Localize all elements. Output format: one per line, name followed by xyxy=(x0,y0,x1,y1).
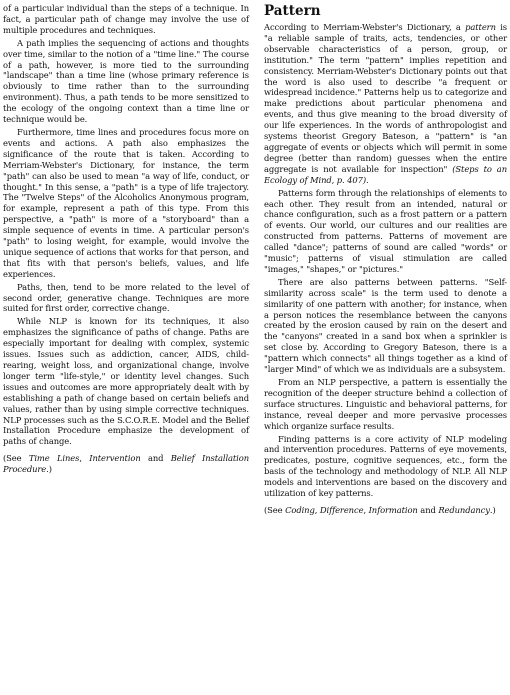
see-also-suffix: .) xyxy=(489,504,496,515)
see-also-separator: , xyxy=(314,504,320,515)
body-paragraph: Paths, then, tend to be more related to the level of second order, generative change. Techniques are more suited for first order, corrective change. xyxy=(3,281,249,314)
body-paragraph: There are also patterns between patterns. "Self-similarity across scale" is the term used to denote a similarity of one pattern with another; for instance, when a person notices the resemblance between the canyons created by the erosion caused by rain on the desert and the "canyons" created in a sand box when a sprinkler is set close by. According to Gregory Bateson, there is a "pattern which connects" all things together as a kind of "larger Mind" of which we as individuals are a subsystem. xyxy=(264,276,507,375)
body-paragraph: A path implies the sequencing of actions and thoughts over time, similar to the notion of a "time line." The course of a path, however, is more tied to the surrounding "landscape" than a time line (whose primary reference is obviously to time rather than to the surrounding environment). Thus, a path tends to be more sensitized to the ecology of the ongoing context than a time line or technique would be. xyxy=(3,37,249,125)
citation: (Steps to an Ecology of Mind, p. 407) xyxy=(264,163,507,185)
see-also-separator: and xyxy=(417,504,439,515)
cross-reference: Coding xyxy=(285,504,315,515)
paragraph-text: is "a reliable sample of traits, acts, tendencies, or other observable characteristics of a person, group, or institution." The term "pattern" implies repetition and consistency. Merriam-Webster's Dictionary points out that the word is also used to describe "a frequent or widespread incidence." Patterns help us to categorize and make predictions about particular phenomena and events, and thus give meaning to the broad diversity of our life experiences. In the words of anthropologist and systems theorist Gregory Bateson, a "pattern" is "an aggregate of events or objects which will permit in some degree (better than random) guesses when the entire aggregate is not available for inspection" xyxy=(264,22,507,174)
cross-reference: Difference xyxy=(319,504,364,515)
paragraph-text: According to Merriam-Webster's Dictionary, a xyxy=(264,22,466,32)
see-also-suffix: .) xyxy=(46,464,52,475)
see-also-separator: and xyxy=(140,453,171,464)
defined-term: pattern xyxy=(465,22,496,32)
right-column xyxy=(264,3,507,516)
see-also-prefix: (See xyxy=(264,504,286,515)
cross-reference: Information xyxy=(368,504,418,515)
see-also-separator: , xyxy=(79,453,90,464)
cross-reference: Intervention xyxy=(89,453,141,464)
body-paragraph: From an NLP perspective, a pattern is essentially the recognition of the deeper structure behind a collection of surface structures. Linguistic and behavioral patterns, for instance, reveal deeper and more pervasive processes which organize surface results. xyxy=(264,377,507,431)
body-paragraph: Furthermore, time lines and procedures focus more on events and actions. A path also emphasizes the significance of the route that is taken. According to Merriam-Webster's Dictionary, for instance, the term "path" can also be used to mean "a way of life, conduct, or thought." In this sense, a "path" is a type of life trajectory. The "Twelve Steps" of the Alcoholics Anonymous program, for example, represent a path of this type. From this perspective, a "path" is more of a "storyboard" than a simple sequence of events in time. A particular person's "path" to losing weight, for example, would involve the unique sequence of actions that works for that person, and that fits with that person's beliefs, values, and life experiences. xyxy=(3,126,249,279)
body-paragraph: Patterns form through the relationships of elements to each other. They result from an intended, natural or chance configuration, such as a frost pattern or a pattern of events. Our world, our cultures and our realities are constructed from patterns. Patterns of movement are called "dance"; patterns of sound are called "words" or "music"; patterns of visual stimulation are called "images," "shapes," or "pictures." xyxy=(264,187,507,274)
body-paragraph: Finding patterns is a core activity of NLP modeling and intervention procedures. Patterns of eye movements, predicates, posture, cognitive sequences, etc., form the basis of the technology and methodology of NLP. All NLP models and interventions are based on the discovery and utilization of key patterns. xyxy=(264,433,507,499)
body-paragraph xyxy=(264,22,507,186)
left-column xyxy=(3,3,249,475)
see-also-separator: , xyxy=(363,504,369,515)
see-also-prefix: (See xyxy=(3,453,29,464)
cross-reference: Belief Installation Procedure xyxy=(3,453,249,475)
paragraph-text: . xyxy=(366,174,369,185)
body-paragraph: of a particular individual than the steps of a technique. In fact, a particular path of change may involve the use of multiple procedures and techniques. xyxy=(3,3,249,35)
entry-heading: Pattern xyxy=(264,3,321,19)
cross-reference: Time Lines xyxy=(28,453,80,464)
body-paragraph: While NLP is known for its techniques, it also emphasizes the significance of paths of change. Paths are especially important for dealing with complex, systemic issues. Issues such as addiction, cancer, AIDS, child-rearing, weight loss, and organizational change, involve longer term "life-style," or identity level changes. Such issues and outcomes are more appropriately dealt with by establishing a path of change based on certain beliefs and values, rather than by using simple corrective techniques. NLP processes such as the S.C.O.R.E. Model and the Belief Installation Procedure emphasize the development of paths of change. xyxy=(3,316,249,447)
see-also-note xyxy=(3,453,249,475)
see-also-note xyxy=(264,505,507,516)
cross-reference: Redundancy xyxy=(438,504,490,515)
